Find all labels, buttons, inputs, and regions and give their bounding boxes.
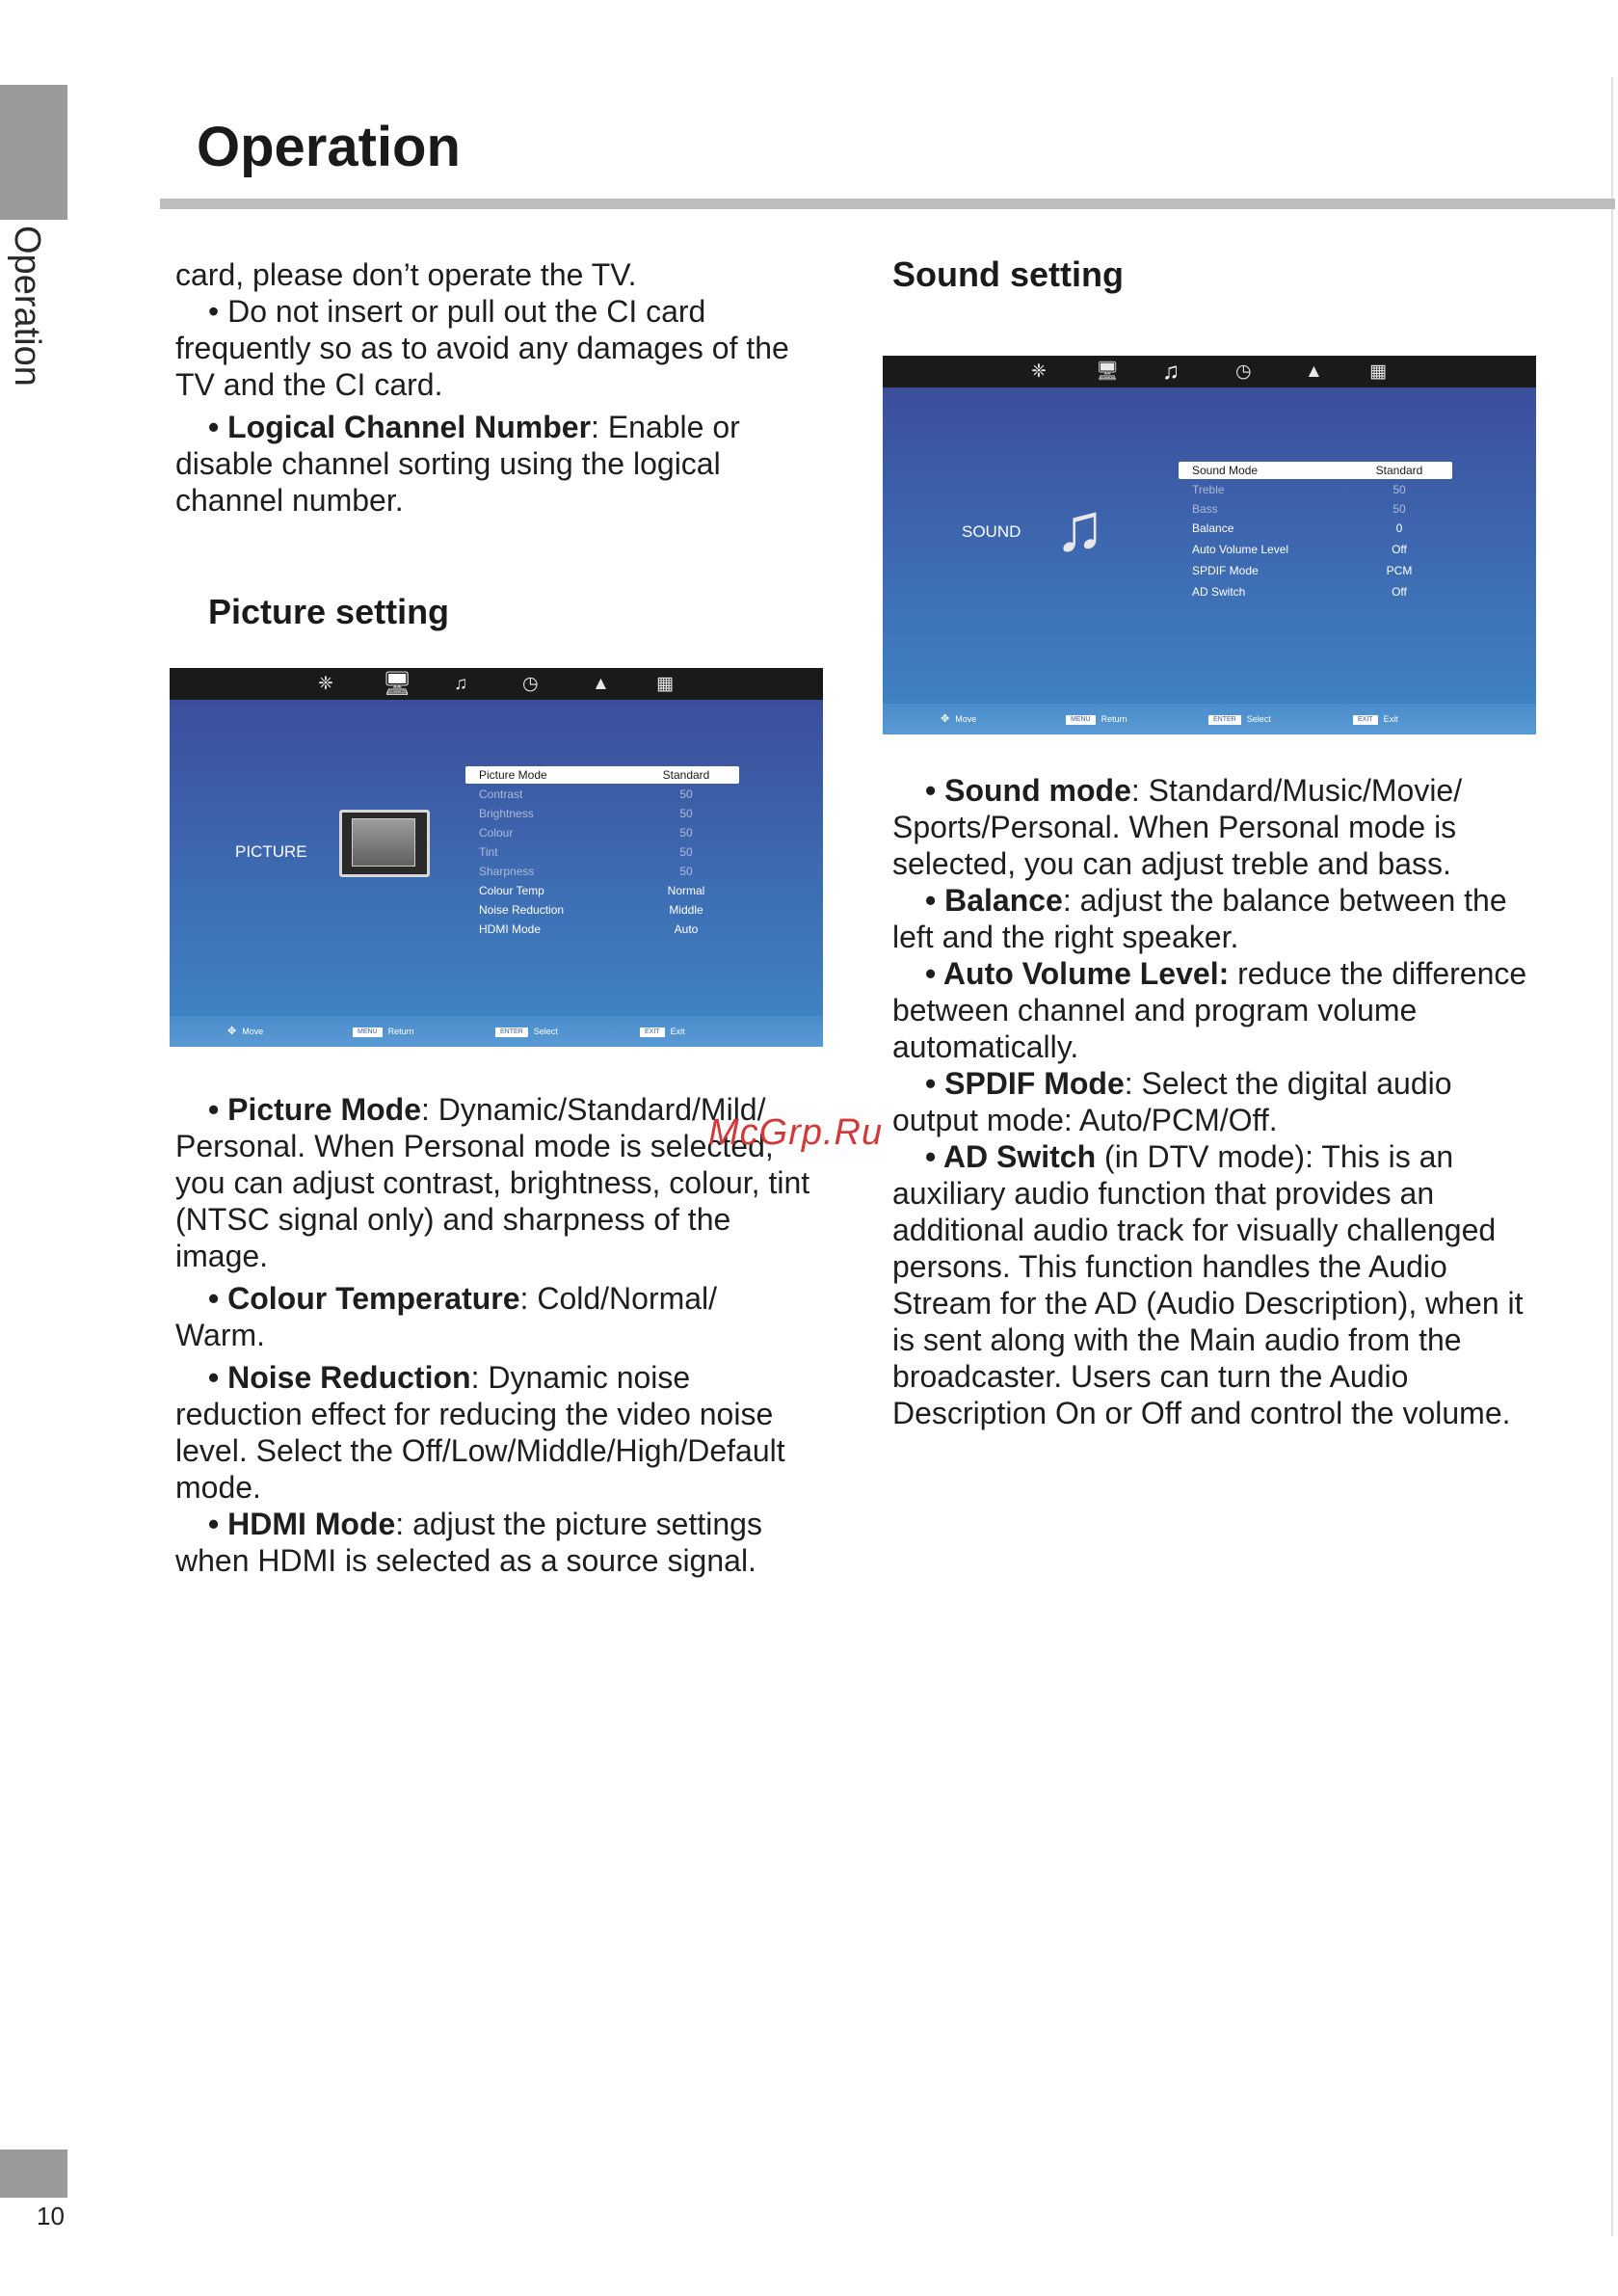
exit-key-icon: EXIT xyxy=(1353,715,1378,725)
lcn-description: : Enable or disable channel sorting using the logical channel number. xyxy=(175,410,740,518)
bass-row: Bass 50 xyxy=(1192,502,1406,516)
sound-category-label: SOUND xyxy=(962,522,1021,541)
exit-key-icon: EXIT xyxy=(640,1028,665,1037)
picture-category-label: PICTURE xyxy=(235,842,307,861)
picture-menu-screenshot xyxy=(170,668,823,1047)
contrast-row: Contrast 50 xyxy=(479,788,693,801)
title-divider xyxy=(160,199,1615,209)
sound-menu-screenshot xyxy=(883,356,1536,734)
lcn-term: • Logical Channel Number xyxy=(208,410,592,444)
spdif-mode-bullet: • SPDIF Mode: Select the digital audio output mode: Auto/PCM/Off. xyxy=(892,1066,1452,1137)
footer-tab-marker xyxy=(0,2149,67,2198)
balance-bullet: • Balance: adjust the balance between the left and the right speaker. xyxy=(892,883,1507,954)
ad-switch-row: AD Switch Off xyxy=(1192,585,1407,599)
treble-row: Treble 50 xyxy=(1192,483,1406,496)
move-arrows-icon: ✥ xyxy=(941,713,950,725)
menu-key-icon: MENU xyxy=(353,1028,383,1037)
time-tab-icon: ◷ xyxy=(1235,361,1252,382)
hdmi-mode-row: HDMI Mode Auto xyxy=(479,922,699,936)
colour-temperature-bullet: • Colour Temperature: Cold/Normal/ Warm. xyxy=(175,1281,718,1352)
intro-paragraph: card, please don’t operate the TV. xyxy=(175,257,637,292)
spdif-mode-row: SPDIF Mode PCM xyxy=(1192,564,1413,577)
intro-text xyxy=(175,256,811,519)
osd-tab-bar xyxy=(170,668,823,700)
legend-return: MENU Return xyxy=(1066,704,1127,734)
sound-tab-icon: ♫ xyxy=(454,674,468,694)
hdmi-mode-bullet: • HDMI Mode: adjust the picture settings when HDMI is selected as a source signal. xyxy=(175,1507,762,1578)
move-arrows-icon: ✥ xyxy=(227,1026,237,1037)
osd-tab-bar xyxy=(883,356,1536,387)
osd-legend-bar xyxy=(170,1016,823,1047)
ad-switch-bullet: • AD Switch (in DTV mode): This is an auxiliary audio function that provides an additional audio track for visually challenged persons. This function handles the Audio Stream for the AD (Audio Description), when it is sent along with the Main audio from the broadcaster. Users can turn the Audio Description On or Off and control the volume. xyxy=(892,1139,1524,1430)
channel-settings-icon: ❈ xyxy=(318,674,333,694)
legend-exit: EXIT Exit xyxy=(1353,704,1398,734)
legend-exit: EXIT Exit xyxy=(640,1016,685,1047)
lcn-bullet xyxy=(175,409,811,519)
legend-select: ENTER Select xyxy=(495,1016,558,1047)
noise-reduction-bullet: • Noise Reduction: Dynamic noise reduction effect for reducing the video noise level. Select the Off/Low/Middle/High/Default mode. xyxy=(175,1360,785,1505)
setup-tab-icon: ▦ xyxy=(656,674,674,694)
side-section-label: Operation xyxy=(7,226,47,387)
osd-menu-body xyxy=(170,700,823,1016)
colour-temp-row: Colour Temp Normal xyxy=(479,884,705,897)
page-title: Operation xyxy=(197,116,461,178)
side-tab-marker xyxy=(0,85,67,220)
auto-volume-level-row: Auto Volume Level Off xyxy=(1192,543,1407,556)
osd-menu-body xyxy=(883,387,1536,704)
colour-row: Colour 50 xyxy=(479,826,693,840)
picture-tab-icon: 🖥 xyxy=(1096,361,1120,382)
time-tab-icon: ◷ xyxy=(522,674,539,694)
auto-volume-level-bullet: • Auto Volume Level: reduce the difference between channel and program volume automatically. xyxy=(892,956,1527,1064)
picture-setting-heading: Picture setting xyxy=(208,592,450,631)
music-note-icon: ♫ xyxy=(1054,490,1105,565)
balance-row: Balance 0 xyxy=(1192,521,1403,535)
setup-tab-icon: ▦ xyxy=(1369,361,1387,382)
lock-tab-icon: ▲ xyxy=(1305,361,1323,382)
watermark: McGrp.Ru xyxy=(708,1112,884,1153)
lock-tab-icon: ▲ xyxy=(592,674,610,694)
channel-settings-icon: ❈ xyxy=(1031,361,1047,382)
sound-mode-row: Sound Mode Standard xyxy=(1179,462,1452,479)
noise-reduction-row: Noise Reduction Middle xyxy=(479,903,703,917)
sound-mode-bullet: • Sound mode: Standard/Music/Movie/ Sports/Personal. When Personal mode is selected, you can adjust treble and bass. xyxy=(892,773,1463,881)
picture-mode-bullet: • Picture Mode: Dynamic/Standard/Mild/ Personal. When Personal mode is selected, you can adjust contrast, brightness, colour, tint (NTSC signal only) and sharpness of the image. xyxy=(175,1092,810,1273)
legend-move: ✥ Move xyxy=(227,1026,264,1037)
tv-screen-icon xyxy=(339,810,430,877)
sound-setting-bullets xyxy=(892,772,1538,1431)
enter-key-icon: ENTER xyxy=(1208,715,1241,725)
tint-row: Tint 50 xyxy=(479,845,693,859)
picture-tab-icon: 🖥 xyxy=(383,671,412,697)
legend-return: MENU Return xyxy=(353,1016,414,1047)
brightness-row: Brightness 50 xyxy=(479,807,693,820)
legend-move: ✥ Move xyxy=(941,713,977,725)
page-edge-line xyxy=(1611,77,1613,2236)
sharpness-row: Sharpness 50 xyxy=(479,865,693,878)
osd-legend-bar xyxy=(883,704,1536,734)
page-number: 10 xyxy=(37,2202,65,2230)
picture-mode-row: Picture Mode Standard xyxy=(465,766,739,784)
enter-key-icon: ENTER xyxy=(495,1028,528,1037)
menu-key-icon: MENU xyxy=(1066,715,1096,725)
sound-setting-heading: Sound setting xyxy=(892,254,1124,294)
sound-tab-icon: ♫ xyxy=(1162,359,1180,385)
legend-select: ENTER Select xyxy=(1208,704,1271,734)
ci-card-bullet: • Do not insert or pull out the CI card frequently so as to avoid any damages of the TV and the CI card. xyxy=(175,294,789,402)
picture-setting-bullets xyxy=(175,1091,811,1579)
